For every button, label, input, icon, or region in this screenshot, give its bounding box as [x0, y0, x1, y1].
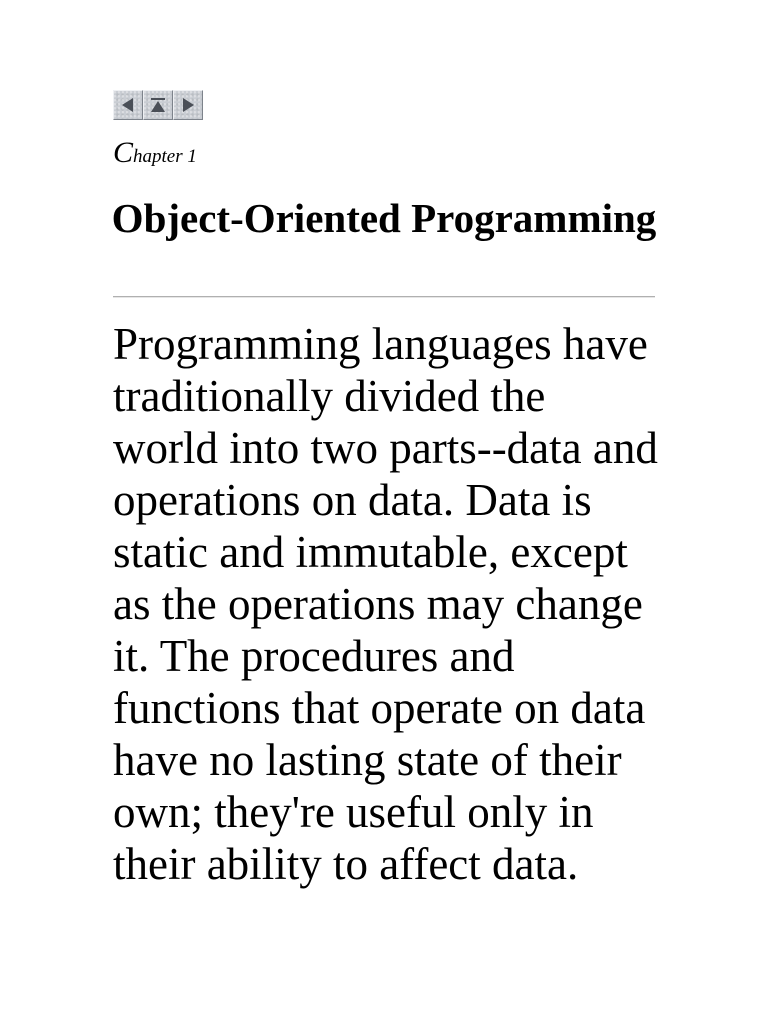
chapter-initial: C [113, 136, 134, 169]
next-page-button[interactable] [173, 90, 203, 120]
navigation-bar [113, 90, 203, 120]
page-title: Object-Oriented Programming [111, 195, 657, 241]
left-arrow-icon [118, 95, 138, 115]
divider [113, 296, 655, 298]
chapter-label [113, 138, 197, 168]
body-paragraph: Programming languages have traditionally divided the world into two parts--data and operations on data. Data is static and immutable, except as the operations may change it. The procedures and functions that operate on data have no lasting state of their own; they're useful only in their ability to affect data. [113, 319, 658, 889]
chapter-label-rest: hapter 1 [133, 146, 197, 167]
up-arrow-icon [148, 95, 168, 115]
up-contents-button[interactable] [143, 90, 173, 120]
right-arrow-icon [178, 95, 198, 115]
previous-page-button[interactable] [113, 90, 143, 120]
